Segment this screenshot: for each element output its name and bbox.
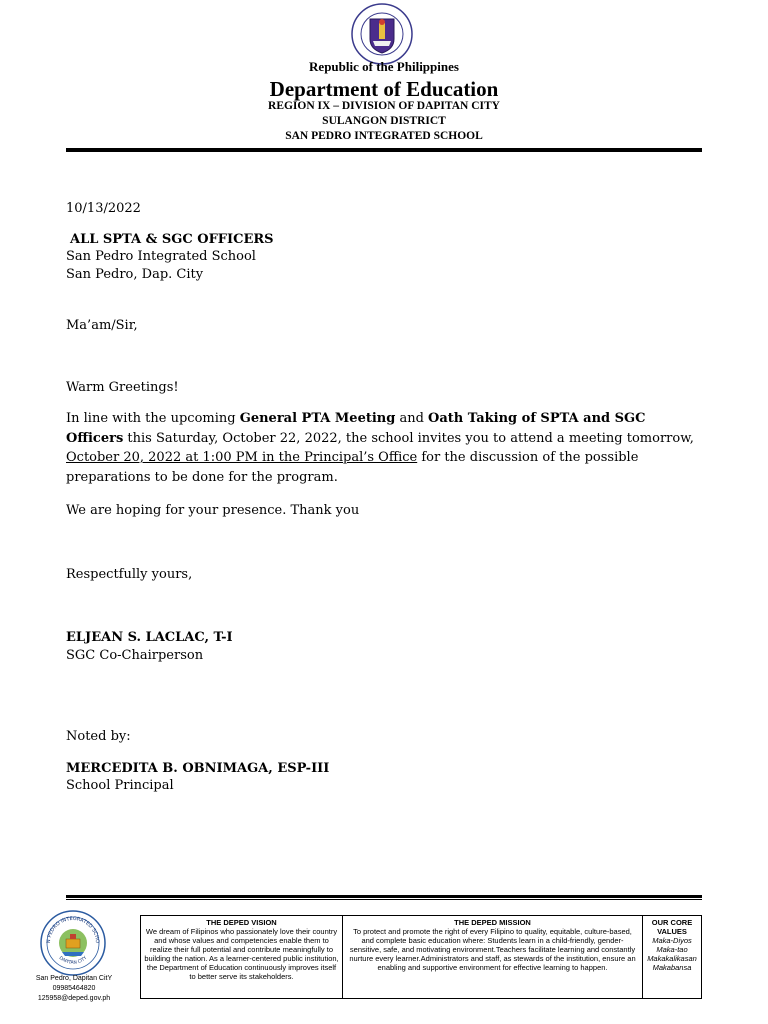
footer-email: 125958@deped.gov.ph	[37, 995, 111, 1002]
header-district: SULANGON DISTRICT	[322, 115, 446, 127]
body-text: and	[395, 411, 429, 426]
recipient-address: San Pedro, Dap. City	[66, 267, 204, 282]
core-value: Makabansa	[652, 963, 692, 972]
footer-divider	[66, 895, 702, 898]
header-department: Department of Education	[269, 77, 499, 101]
salutation: Ma’am/Sir,	[66, 318, 138, 333]
body-text: for the discussion of the possible preparations to be done for the program.	[66, 450, 639, 485]
values-title: OUR CORE VALUES	[651, 918, 693, 936]
greeting: Warm Greetings!	[66, 380, 179, 395]
signer-name: ELJEAN S. LACLAC, T-I	[66, 630, 233, 645]
signer-title: SGC Co-Chairperson	[66, 648, 204, 663]
values-cell	[643, 916, 701, 998]
header-divider	[66, 148, 702, 152]
body-text: this Saturday, October 22, 2022, the school invites you to attend a meeting tomorrow,	[123, 430, 694, 446]
vision-text: We dream of Filipinos who passionately love their country and whose values and competencies enable them to realize their full potential and contribute meaningfully to building the nation. As a learner-centered public institution, the Department of Education continuously improves itself to better serve its stakeholders.	[144, 927, 339, 981]
seal-subtext: DAPITAN CITY	[57, 955, 89, 966]
school-seal-icon	[40, 910, 106, 976]
body-paragraph-1	[66, 409, 706, 487]
noter-title: School Principal	[66, 778, 174, 793]
header-region: REGION IX – DIVISION OF DAPITAN CITY	[268, 100, 500, 112]
seal-text: N PEDRO INTEGRATED SCHO	[45, 915, 101, 944]
footer-address: San Pedro, Dapitan CitY	[35, 975, 113, 982]
mission-title: THE DEPED MISSION	[454, 918, 531, 927]
header-republic: Republic of the Philippines	[309, 59, 459, 74]
header-school: SAN PEDRO INTEGRATED SCHOOL	[285, 130, 483, 142]
noted-by: Noted by:	[66, 729, 131, 744]
footer-table	[140, 915, 702, 999]
vision-cell	[141, 916, 343, 998]
body-text: In line with the upcoming	[66, 411, 240, 426]
body-bold-oath: Oath Taking of SPTA and SGC Officers	[66, 411, 646, 446]
core-value: Makakalikasan	[647, 954, 697, 963]
core-value: Maka-tao	[656, 945, 688, 954]
letter-date: 10/13/2022	[66, 201, 141, 216]
recipient: ALL SPTA & SGC OFFICERS	[70, 232, 274, 247]
vision-title: THE DEPED VISION	[206, 918, 277, 927]
mission-text: To protect and promote the right of every Filipino to quality, equitable, culture-based, and complete basic education where: Students learn in a child-friendly, gender-sensitive, safe, and motivating environment.Teachers facilitate learning and constantly nurture every learner.Administrators and staff, as stewards of the institution, ensure an enabling and supportive environment for effective learning to happen.	[349, 927, 636, 972]
deped-seal-icon	[351, 3, 413, 65]
footer-phone: 09985464820	[52, 985, 96, 992]
body-paragraph-2: We are hoping for your presence. Thank you	[66, 503, 360, 518]
body-bold-event: General PTA Meeting	[239, 411, 396, 426]
body-meeting-schedule: October 20, 2022 at 1:00 PM in the Principal’s Office	[66, 450, 418, 465]
mission-cell	[343, 916, 643, 998]
footer-divider-thin	[66, 899, 702, 900]
noter-name: MERCEDITA B. OBNIMAGA, ESP-III	[66, 761, 330, 776]
core-value: Maka-Diyos	[652, 936, 692, 945]
closing: Respectfully yours,	[66, 567, 193, 582]
recipient-school: San Pedro Integrated School	[66, 249, 256, 264]
